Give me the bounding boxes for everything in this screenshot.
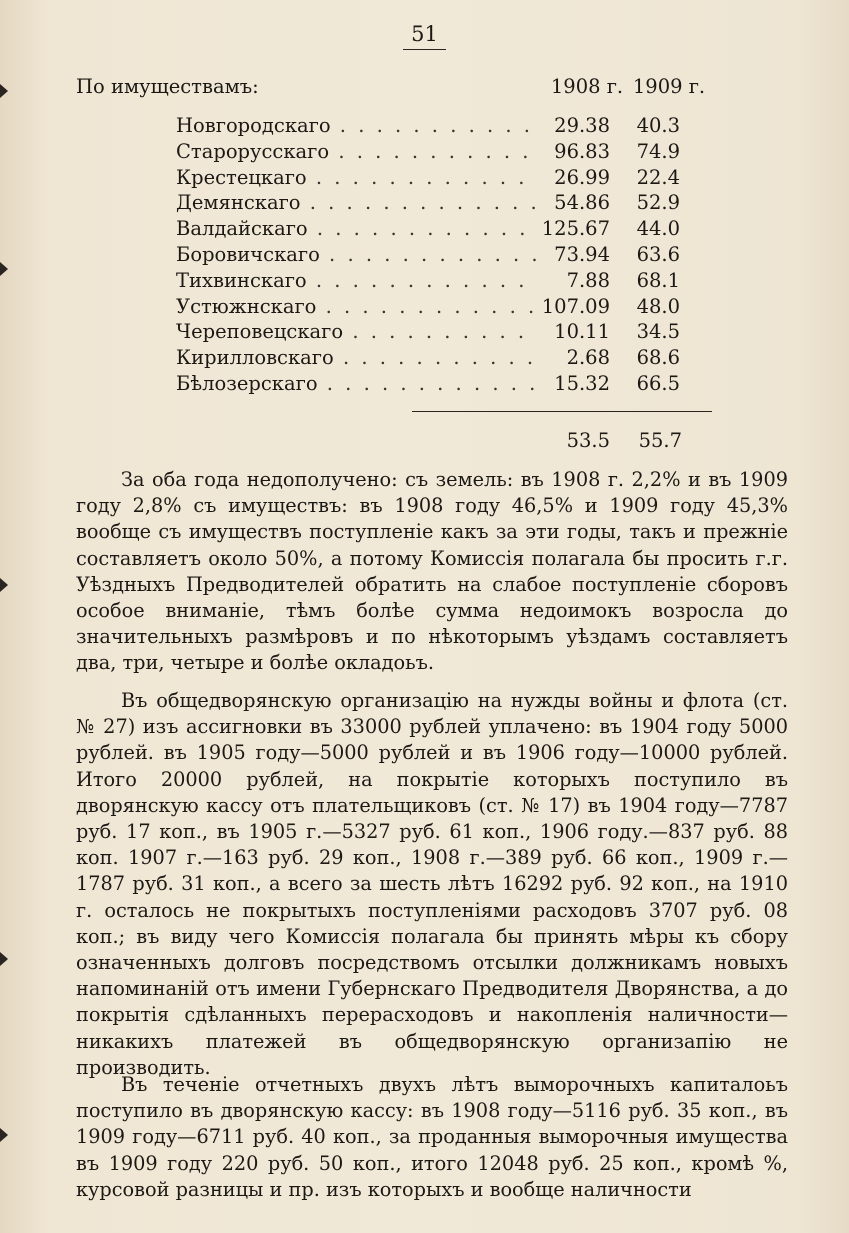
estates-header: [76, 75, 716, 103]
table-row: [0, 190, 849, 216]
estate-name: Крестецкаго . . .: [176, 165, 536, 191]
table-row: [0, 165, 849, 191]
value-1908: 96.83: [554, 139, 610, 163]
table-row: [0, 268, 849, 294]
value-1909: 63.6: [636, 242, 680, 266]
margin-mark: [0, 578, 8, 592]
estates-table: [0, 113, 849, 397]
value-1908: 10.11: [554, 320, 610, 344]
year-1909-heading: 1909 г.: [632, 75, 706, 98]
value-1909: 66.5: [636, 371, 680, 395]
table-row: [0, 345, 849, 371]
estate-name: Тихвинскаго . . .: [176, 268, 536, 294]
total-1908: 53.5: [566, 429, 610, 452]
value-1908: 15.32: [554, 371, 610, 395]
estate-name: Новгородскаго . . .: [176, 113, 536, 139]
totals-row: [0, 428, 849, 454]
value-1909: 68.1: [636, 268, 680, 292]
value-1908: 29.38: [554, 114, 610, 137]
total-1909: 55.7: [638, 429, 682, 452]
value-1909: 68.6: [636, 346, 680, 370]
table-row: [0, 371, 849, 397]
estate-name: Старорусскаго . . .: [176, 139, 536, 165]
table-row: [0, 139, 849, 165]
table-row: [0, 319, 849, 345]
totals-rule: [412, 411, 712, 412]
table-row: [0, 113, 849, 139]
value-1909: 44.0: [636, 217, 680, 241]
value-1909: 52.9: [636, 191, 680, 215]
value-1908: 7.88: [566, 268, 610, 292]
value-1909: 22.4: [636, 165, 680, 189]
value-1909: 74.9: [636, 139, 680, 163]
margin-mark: [0, 952, 8, 966]
value-1908: 54.86: [554, 191, 610, 215]
value-1908: 26.99: [554, 165, 610, 189]
estate-name: Валдайскаго . . .: [176, 216, 536, 242]
value-1909: 34.5: [636, 320, 680, 344]
table-row: [0, 242, 849, 268]
table-row: [0, 216, 849, 242]
estate-name: Череповецскаго . . .: [176, 319, 536, 345]
estates-label: По имуществамъ:: [76, 75, 259, 98]
value-1909: 48.0: [636, 294, 680, 318]
margin-mark: [0, 84, 8, 98]
value-1908: 125.67: [541, 217, 610, 241]
table-row: [0, 294, 849, 320]
paragraph-arrears: За оба года недополучено: съ земель: въ 1908 г. 2,2% и въ 1909 году 2,8% съ имуществъ: въ 1908 году 46,5% и 1909 году 45,3% вообще съ имуществъ поступленіе какъ за эти годы, такъ и прежніе составляетъ около 50%, а потому Комиссія полагала бы просить г.г. Уѣздныхъ Предводителей обратить на слабое поступленіе сборовъ особое вниманіе, тѣмъ болѣе сумма недоимокъ возросла до значительныхъ размѣровъ и по нѣкоторымъ уѣздамъ составляетъ два, три, четыре и болѣе окладоьъ.: [76, 468, 788, 675]
value-1908: 2.68: [566, 346, 610, 370]
value-1909: 40.3: [636, 114, 680, 137]
estate-name: Кирилловскаго . . .: [176, 345, 536, 371]
year-1908-heading: 1908 г.: [550, 75, 624, 98]
paragraph-escheated-capital: Въ теченіе отчетныхъ двухъ лѣтъ выморочныхъ капиталоьъ поступило въ дворянскую кассу: въ 1908 году—5116 руб. 35 коп., въ 1909 году—6711 руб. 40 коп., за проданныя выморочныя имущества въ 1909 году 220 руб. 50 коп., итого 12048 руб. 25 коп., кромѣ %, курсовой разницы и пр. изъ которыхъ и вообще наличности: [76, 1073, 788, 1201]
value-1908: 107.09: [541, 294, 610, 318]
estate-name: Демянскаго . . .: [176, 190, 536, 216]
margin-mark: [0, 1128, 8, 1142]
value-1908: 73.94: [554, 242, 610, 266]
estate-name: Бѣлозерскаго . . .: [176, 371, 536, 397]
estate-name: Боровичскаго . . .: [176, 242, 536, 268]
estate-name: Устюжнскаго . . .: [176, 294, 536, 320]
page-number: 51: [0, 22, 849, 50]
paragraph-organization-payments: Въ общедворянскую организацію на нужды войны и флота (ст. № 27) изъ ассигновки въ 33000 рублей уплачено: въ 1904 году 5000 рублей. въ 1905 году—5000 рублей и въ 1906 году—10000 рублей. Итого 20000 рублей, на покрытіе которыхъ поступило въ дворянскую кассу отъ плательщиковъ (ст. № 17) въ 1904 году—7787 руб. 17 коп., въ 1905 г.—5327 руб. 61 коп., 1906 году.—837 руб. 88 коп. 1907 г.—163 руб. 29 коп., 1908 г.—389 руб. 66 коп., 1909 г.—1787 руб. 31 коп., а всего за шесть лѣтъ 16292 руб. 92 коп., на 1910 г. осталось не покрытыхъ поступленіями расходовъ 3707 руб. 08 коп.; въ виду чего Комиссія полагала бы принять мѣры къ сбору означенныхъ долговъ посредствомъ отсылки должникамъ новыхъ напоминаній отъ имени Губернскаго Предводителя Дворянства, а до покрытія сдѣланныхъ перерасходовъ и накопленія наличности—никакихъ платежей въ общедворянскую организапію не производить.: [76, 689, 788, 1079]
